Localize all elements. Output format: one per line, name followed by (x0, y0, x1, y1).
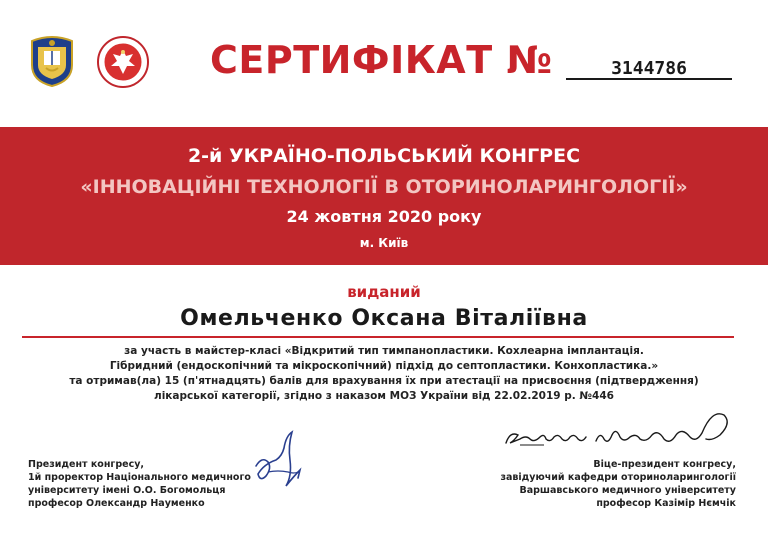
certificate-number: 3144786 (611, 58, 687, 79)
congress-theme: «ІННОВАЦІЙНІ ТЕХНОЛОГІЇ В ОТОРИНОЛАРИНГОЛОГІЇ» (80, 176, 688, 198)
recipient-name: Омельченко Оксана Віталіївна (180, 306, 588, 331)
caption-line: університету імені О.О. Богомольця (28, 485, 226, 496)
certificate-title: СЕРТИФІКАТ № (210, 38, 553, 82)
description-line: Гібридний (ендоскопічний та мікроскопічний) підхід до септопластики. Конхопластика.» (109, 360, 659, 372)
congress-date: 24 жовтня 2020 року (286, 207, 482, 226)
vice-president-caption (500, 458, 736, 510)
president-caption (28, 458, 251, 510)
certificate-description (0, 344, 768, 404)
congress-name: 2-й УКРАЇНО-ПОЛЬСЬКИЙ КОНГРЕС (187, 145, 581, 167)
president-signature (248, 426, 308, 496)
description-line: за участь в майстер-класі «Відкритий тип тимпанопластики. Кохлеарна імплантація. (124, 345, 644, 357)
eagle-seal-icon (97, 36, 149, 88)
description-line: лікарської категорії, згідно з наказом МОЗ України від 22.02.2019 р. №446 (154, 390, 614, 402)
recipient-name-underline (22, 336, 734, 338)
caption-line: Президент конгресу, (28, 459, 145, 470)
congress-city: м. Київ (359, 236, 409, 250)
caption-line: професор Олександр Науменко (28, 498, 205, 509)
issued-label: виданий (347, 283, 421, 301)
caption-line: Варшавського медичного університету (519, 485, 736, 496)
caption-line: завідуючий кафедри оториноларингології (500, 472, 736, 483)
certificate-number-underline (566, 78, 732, 80)
university-crest-icon (28, 35, 76, 87)
vice-president-signature (500, 405, 740, 455)
description-line: та отримав(ла) 15 (п'ятнадцять) балів для врахування їх при атестації на присвоєння (підтвердження) (69, 375, 699, 387)
caption-line: Віце-президент конгресу, (593, 459, 736, 470)
caption-line: професор Казімір Нємчік (596, 498, 736, 509)
caption-line: 1й проректор Національного медичного (28, 472, 251, 483)
